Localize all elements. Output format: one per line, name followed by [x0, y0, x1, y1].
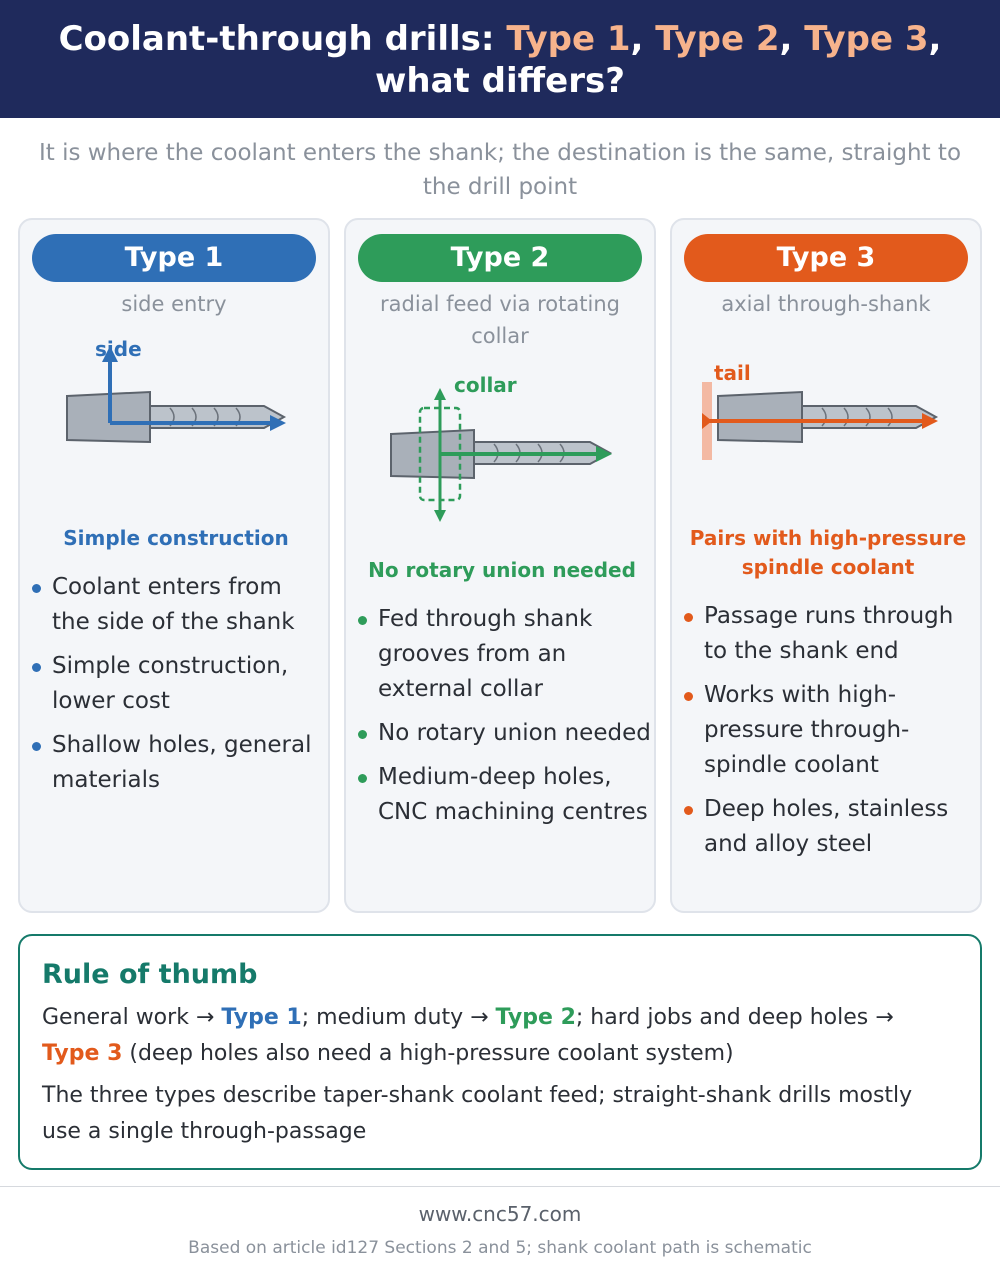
rule-text: ; hard jobs and deep holes →: [575, 1005, 894, 1030]
rule-text: (deep holes also need a high-pressure coolant system): [122, 1041, 734, 1066]
bullet-dot: [684, 692, 693, 701]
card-type3: [670, 218, 982, 913]
bullet-dot: [358, 616, 367, 625]
list-item: [30, 570, 326, 640]
title-type1: Type 1: [506, 19, 631, 59]
card-type1: [18, 218, 330, 913]
bullet-text: Coolant enters from the side of the shank: [52, 574, 295, 635]
page-subtitle: It is where the coolant enters the shank; the destination is the same, straight to the drill point: [38, 140, 962, 200]
type1-subtitle: side entry: [121, 292, 227, 316]
bullet-text: No rotary union needed: [378, 720, 651, 746]
collar-arrow-up: [434, 388, 446, 400]
page-header: [0, 0, 1000, 118]
title-type2: Type 2: [655, 19, 780, 59]
type3-drill-diagram: [672, 328, 984, 528]
footer-site-link[interactable]: www.cnc57.com: [418, 1202, 582, 1226]
drill-flute: [802, 406, 936, 428]
footer-source-note: Based on article id127 Sections 2 and 5; shank coolant path is schematic: [188, 1238, 812, 1258]
bullet-dot: [32, 742, 41, 751]
bullet-text: Passage runs through to the shank end: [704, 603, 954, 664]
card-type2: [344, 218, 656, 913]
type3-tagline: Pairs with high-pressure spindle coolant: [689, 526, 967, 579]
type3-bullet-list: [682, 599, 978, 871]
collar-arrow-down: [434, 510, 446, 522]
rule-type1: Type 1: [221, 1005, 302, 1030]
list-item: [356, 760, 652, 830]
bullet-dot: [32, 663, 41, 672]
bullet-dot: [684, 806, 693, 815]
rule-heading: Rule of thumb: [42, 959, 258, 990]
list-item: [682, 792, 978, 862]
type2-diagram-label: collar: [454, 373, 517, 397]
type1-bullet-list: [30, 570, 326, 807]
bullet-dot: [684, 613, 693, 622]
list-item: [356, 602, 652, 707]
title-suffix: , what differs?: [375, 19, 942, 101]
type2-pill: Type 2: [358, 234, 642, 282]
type2-drill-diagram: [346, 360, 658, 560]
type1-pill: Type 1: [32, 234, 316, 282]
rule-of-thumb-box: [18, 934, 982, 1170]
rule-text: General work →: [42, 1005, 222, 1030]
bullet-dot: [358, 774, 367, 783]
type3-pill: Type 3: [684, 234, 968, 282]
rule-line-1: [42, 1000, 958, 1072]
title-prefix: Coolant-through drills:: [58, 19, 507, 59]
type2-bullet-list: [356, 602, 652, 839]
list-item: [356, 716, 652, 751]
bullet-text: Medium-deep holes, CNC machining centres: [378, 764, 648, 825]
rule-line-2: The three types describe taper-shank coolant feed; straight-shank drills mostly use a single through-passage: [42, 1083, 913, 1144]
list-item: [30, 649, 326, 719]
type1-diagram-label: side: [95, 337, 142, 361]
type1-tagline: Simple construction: [63, 526, 289, 550]
outlet-arrowhead: [596, 446, 612, 462]
rule-text: ; medium duty →: [301, 1005, 496, 1030]
type2-tagline: No rotary union needed: [368, 558, 636, 582]
bullet-text: Deep holes, stainless and alloy steel: [704, 796, 949, 857]
bullet-text: Works with high-pressure through-spindle coolant: [704, 682, 910, 778]
bullet-dot: [358, 730, 367, 739]
type1-drill-diagram: [20, 328, 332, 528]
list-item: [30, 728, 326, 798]
bullet-text: Fed through shank grooves from an external collar: [378, 606, 593, 702]
type2-subtitle: radial feed via rotating collar: [380, 292, 620, 348]
footer-divider: [0, 1186, 1000, 1187]
title-sep2: ,: [779, 19, 805, 59]
title-sep1: ,: [630, 19, 656, 59]
list-item: [682, 599, 978, 669]
rule-type3: Type 3: [42, 1041, 123, 1066]
type3-diagram-label: tail: [714, 361, 751, 385]
type3-subtitle: axial through-shank: [721, 292, 931, 316]
shank-body: [718, 392, 802, 442]
title-type3: Type 3: [804, 19, 929, 59]
list-item: [682, 678, 978, 783]
rule-type2: Type 2: [495, 1005, 576, 1030]
bullet-text: Simple construction, lower cost: [52, 653, 289, 714]
bullet-text: Shallow holes, general materials: [52, 732, 312, 793]
bullet-dot: [32, 584, 41, 593]
